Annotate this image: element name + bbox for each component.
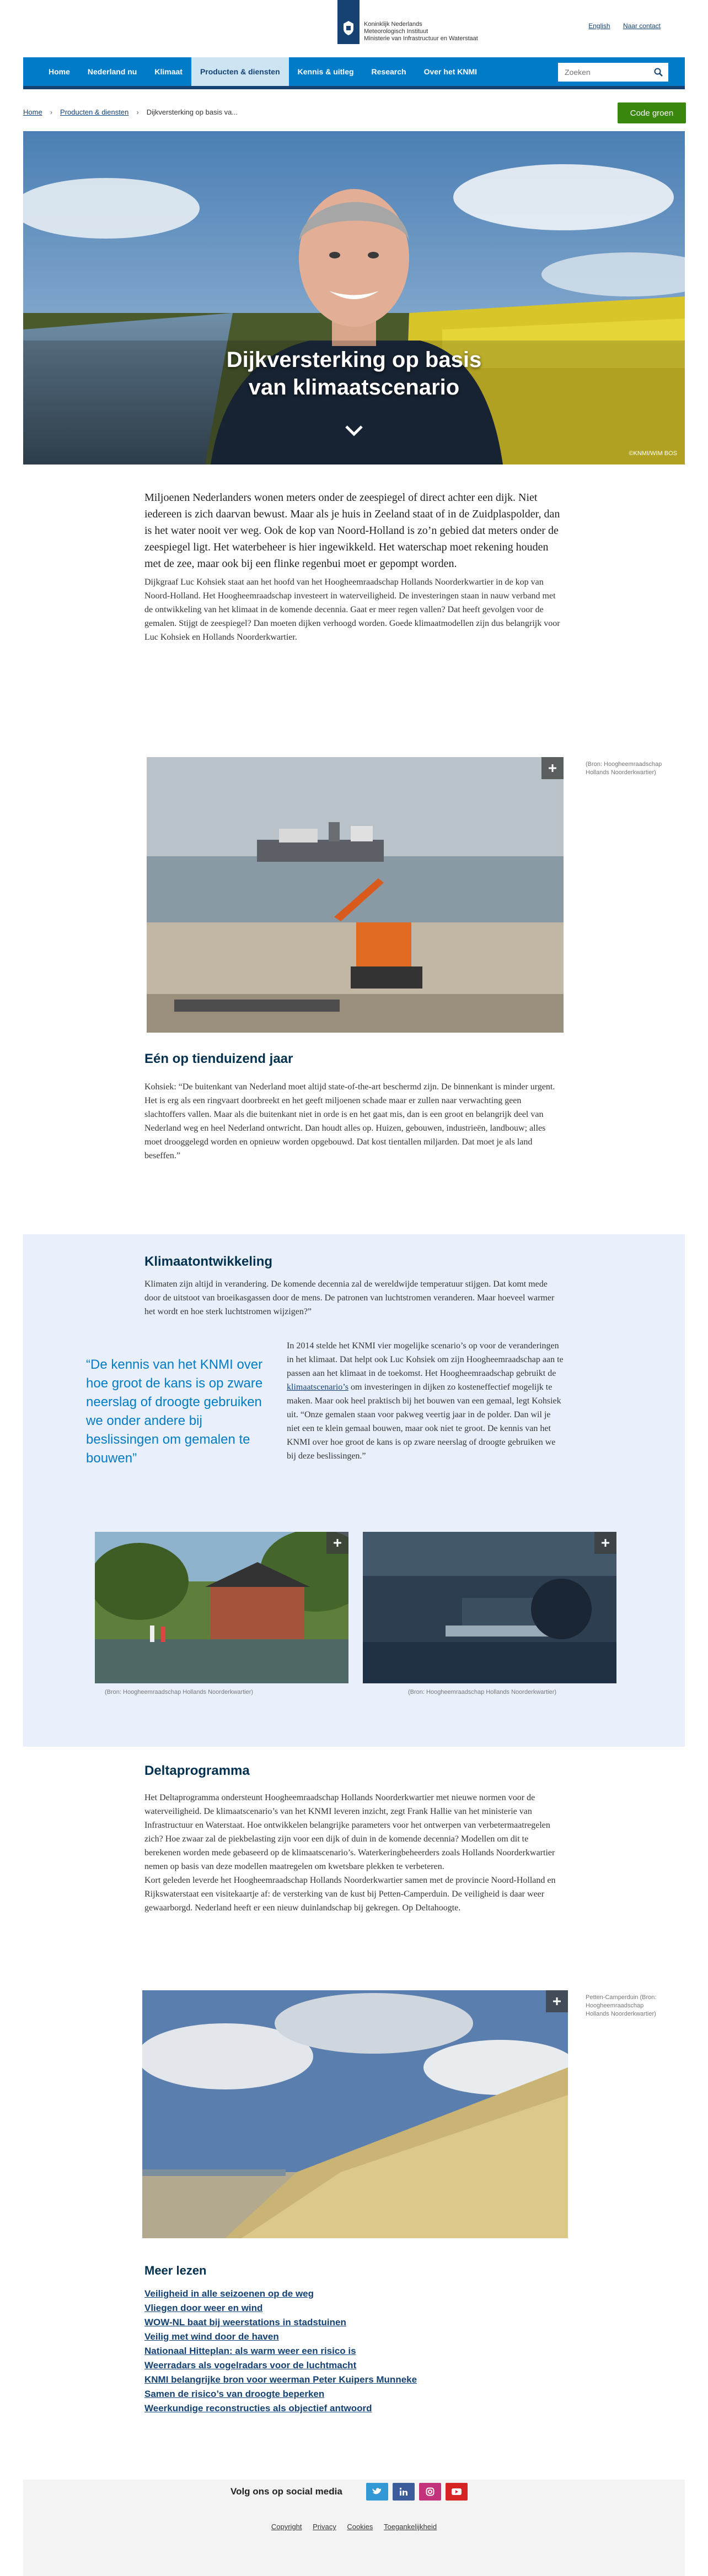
pumping-station-photo[interactable] [95, 1532, 348, 1683]
related-heading: Meer lezen [144, 2264, 207, 2277]
cookies-link[interactable]: Cookies [347, 2523, 373, 2531]
pump-outlet-image [363, 1532, 616, 1683]
enlarge-icon[interactable] [546, 1990, 568, 2012]
breadcrumb-home[interactable]: Home [23, 108, 42, 116]
hero-photo [23, 131, 685, 465]
section-heading: Klimaatontwikkeling [144, 1254, 273, 1269]
footer-links [23, 2523, 685, 2531]
intro-paragraph: Miljoenen Nederlanders wonen meters onder de zeespiegel of direct achter een dijk. Niet iedereen is zich daarvan bewust. Maar als je huis in Zeeland staat of in de Zuidplaspolder, dan is het water nooit ver weg. Ook de kop van Noord-Holland is zo’n gebied dat meters onder de zeespiegel ligt. Het waterbeheer is hier ingewikkeld. Het waterschap moet rekening houden met de zee, maar ook bij een flinke regenbui moet er gepompt worden. [144, 492, 560, 570]
photo-caption: (Bron: Hoogheemraadschap Hollands Noorderkwartier) [408, 1689, 557, 1695]
instagram-icon[interactable] [419, 2483, 441, 2501]
logo-line: Koninklijk Nederlands [364, 21, 422, 28]
photo-caption: Petten-Camperduin (Bron: Hoogheemraadschap Hollands Noorderkwartier) [586, 1994, 657, 2017]
breadcrumb-current: Dijkversterking op basis va... [146, 108, 238, 116]
enlarge-icon[interactable] [541, 757, 564, 779]
copyright-link[interactable]: Copyright [271, 2523, 302, 2531]
dredging-image [147, 757, 564, 1033]
privacy-link[interactable]: Privacy [313, 2523, 336, 2531]
hero-image [23, 131, 685, 465]
logo-text [364, 21, 496, 42]
logo-line: Meteorologisch Instituut [364, 28, 428, 35]
related-link[interactable]: Vliegen door weer en wind [144, 2303, 263, 2313]
main-navigation [23, 57, 685, 89]
search-box [558, 63, 668, 82]
body-paragraph: Kort geleden leverde het Hoogheemraadschap Hollands Noorderkwartier samen met de provincie Noord-Holland en Rijkswaterstaat een visitekaartje af: de versterking van de kust bij Petten-Camperduin. De veiligheid is daar weer gewaarborgd. Nederland heeft er een nieuw duinlandschap bij gekregen. Op Deltahoogte. [144, 1876, 556, 1913]
body-paragraph: Dijkgraaf Luc Kohsiek staat aan het hoofd van het Hoogheemraadschap Hollands Noorderkwartier in de kop van Noord-Holland. Het Hoogheemraadschap investeert in waterveiligheid. De investeringen staan in nauw verband met de ontwikkeling van het klimaat in de komende decennia. Gaat er meer regen vallen? Dat heeft gevolgen voor de gemalen. Stijgt de zeespiegel? Dan moeten dijken verhoogd worden. Goede klimaatmodellen zijn dus belangrijk voor Luc Kohsiek en Hollands Noorderkwartier. [144, 577, 560, 642]
english-link[interactable]: English [588, 22, 610, 30]
pump-outlet-photo[interactable] [363, 1532, 616, 1683]
weather-code-button[interactable]: Code groen [618, 102, 686, 123]
linkedin-icon[interactable] [393, 2483, 415, 2501]
breadcrumb-producten[interactable]: Producten & diensten [60, 108, 129, 116]
nav-kennis-uitleg[interactable]: Kennis & uitleg [297, 67, 354, 76]
klimaatscenarios-link[interactable]: klimaatscenario’s [287, 1382, 348, 1392]
nav-over-knmi[interactable]: Over het KNMI [423, 67, 478, 76]
dredging-photo[interactable] [147, 757, 564, 1033]
chevron-right-icon: › [50, 108, 53, 116]
related-link[interactable]: Weerradars als vogelradars voor de luchtmacht [144, 2360, 357, 2370]
body-paragraph: Kohsiek: “De buitenkant van Nederland moet altijd state-of-the-art beschermd zijn. De binnenkant is minder urgent. Het is erg als een ringvaart doorbreekt en het geeft miljoenen schade maar er zullen naar verwachting geen slachtoffers vallen. Maar als die buitenkant niet in orde is en het gaat mis, dan is een groot en belangrijk deel van Nederland weg en heel Nederland ontwricht. Dan houdt alles op. Huizen, gebouwen, industrieën, landbouw; alles moet drooggelegd worden en opnieuw worden opgebouwd. Dat kost tientallen miljarden. Dat moet je als land beseffen.” [144, 1082, 555, 1160]
related-link[interactable]: KNMI belangrijke bron voor weerman Peter Kuipers Munneke [144, 2374, 417, 2385]
related-links [144, 2287, 417, 2416]
pull-quote: “De kennis van het KNMI over hoe groot de kans is op zware neerslag of droogte gebruiken we onder andere bij beslissingen om gemalen te bouwen” [86, 1357, 263, 1466]
nav-home[interactable]: Home [49, 67, 70, 76]
photo-caption: (Bron: Hoogheemraadschap Hollands Noorderkwartier) [105, 1689, 254, 1695]
footer [23, 2480, 685, 2576]
search-icon [654, 68, 663, 77]
accessibility-link[interactable]: Toegankelijkheid [383, 2523, 437, 2531]
nav-producten-diensten[interactable]: Producten & diensten [191, 57, 289, 86]
paragraph-text: In 2014 stelde het KNMI vier mogelijke scenario’s op voor de veranderingen in het klimaat. Dat helpt ook Luc Kohsiek om zijn Hoogheemraadschap aan te passen aan het klimaat in de toekomst. Het Hoogheemraadschap gebruikt de [287, 1341, 564, 1378]
nav-nederland-nu[interactable]: Nederland nu [87, 67, 137, 76]
related-link[interactable]: Nationaal Hitteplan: als warm weer een risico is [144, 2346, 356, 2356]
top-links [577, 22, 661, 30]
body-paragraph: Het Deltaprogramma ondersteunt Hoogheemraadschap Hollands Noorderkwartier met nieuwe normen voor de waterveiligheid. De klimaatscenario’s van het KNMI leveren inzicht, zegt Frank Hallie van het ministerie van Infrastructuur en Waterstaat. Hoe ontwikkelen belangrijke parameters voor het ontwerpen van verbetermaatregelen zich? Hoe zwaar zal de piekbelasting zijn voor een dijk of duin in de komende decennia? Modellen om dit te berekenen worden mede gebaseerd op de klimaatscenario’s. Waterkeringbeheerders zoals Hollands Noorderkwartier nemen op basis van deze modellen maatregelen om kwetsbare plekken te verbeteren. [144, 1793, 555, 1871]
twitter-icon[interactable] [366, 2483, 388, 2501]
top-bar [0, 0, 708, 55]
photo-caption: (Bron: Hoogheemraadschap Hollands Noorderkwartier) [586, 761, 662, 776]
contact-link[interactable]: Naar contact [623, 22, 661, 30]
pumping-station-image [95, 1532, 348, 1683]
page-title: Dijkversterking op basis van klimaatscenario [226, 348, 482, 399]
section-heading: Eén op tienduizend jaar [144, 1051, 293, 1066]
search-input[interactable] [558, 68, 646, 77]
dune-image [142, 1990, 568, 2238]
rijksoverheid-logo[interactable] [337, 0, 360, 44]
paragraph-text: om investeringen in dijken zo kosteneffectief mogelijk te maken. Maar ook heel praktisch bij het bouwen van een gemaal, legt Kohsiek uit. “Onze gemalen staan voor pakweg veertig jaar in de polder. Dan wil je niet een te klein gemaal bouwen, maar ook niet te groot. De kennis van het KNMI over hoe groot de kans is op zware neerslag of droogte gebruiken we bij deze beslissingen.” [287, 1382, 561, 1461]
related-link[interactable]: Veiligheid in alle seizoenen op de weg [144, 2288, 314, 2299]
section-heading: Deltaprogramma [144, 1763, 250, 1778]
logo-line: Ministerie van Infrastructuur en Waterstaat [364, 35, 478, 42]
body-paragraph: Klimaten zijn altijd in verandering. De komende decennia zal de wereldwijde temperatuur stijgen. Dat komt mede door de uitstoot van broeikasgassen door de mens. De patronen van luchtstromen veranderen. Maar hoeveel warmer het wordt en hoe sterk luchtstromen wijzigen?” [144, 1279, 555, 1316]
chevron-down-icon[interactable] [343, 422, 365, 439]
related-link[interactable]: Samen de risico’s van droogte beperken [144, 2389, 325, 2399]
social-label: Volg ons op social media [230, 2486, 342, 2497]
related-link[interactable]: Weerkundige reconstructies als objectief antwoord [144, 2403, 372, 2413]
youtube-icon[interactable] [446, 2483, 468, 2501]
photo-credit: ©KNMI/WIM BOS [629, 450, 677, 457]
search-button[interactable] [648, 63, 668, 82]
related-link[interactable]: Veilig met wind door de haven [144, 2331, 279, 2342]
crest-icon [341, 20, 356, 36]
enlarge-icon[interactable] [326, 1532, 348, 1554]
breadcrumb [23, 108, 238, 116]
related-link[interactable]: WOW-NL baat bij weerstations in stadstuinen [144, 2317, 346, 2327]
nav-research[interactable]: Research [371, 67, 406, 76]
body-paragraph [144, 1339, 564, 1463]
chevron-right-icon: › [136, 108, 139, 116]
enlarge-icon[interactable] [594, 1532, 616, 1554]
nav-klimaat[interactable]: Klimaat [154, 67, 183, 76]
dune-photo[interactable] [142, 1990, 568, 2238]
